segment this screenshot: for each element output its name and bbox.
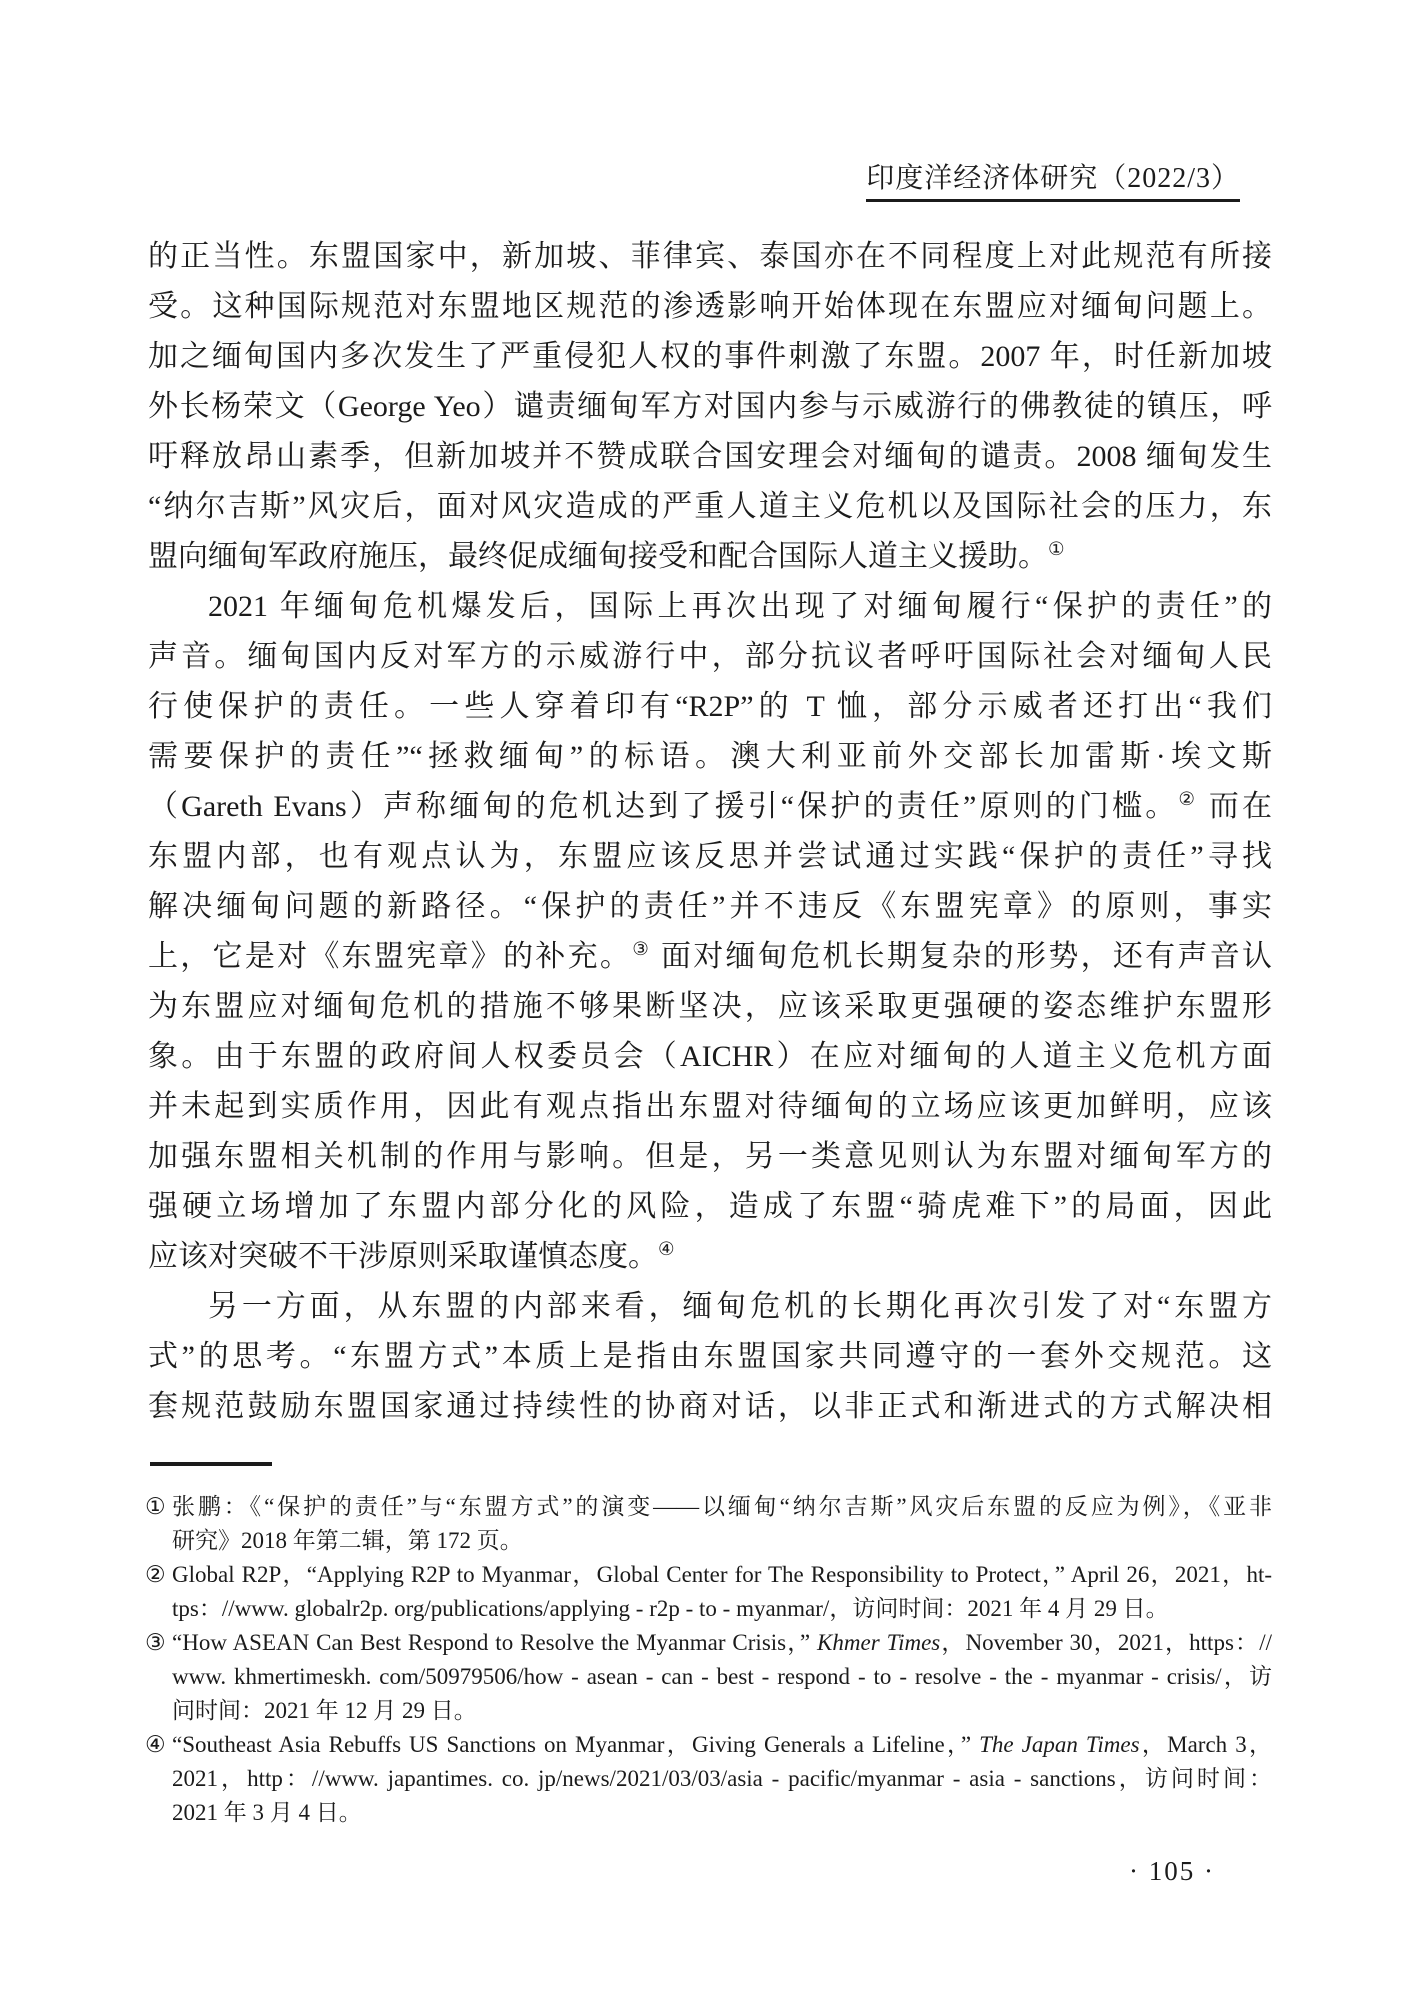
body-text-line: 另一方面，从东盟的内部来看，缅甸危机的长期化再次引发了对“东盟方 — [208, 1290, 1272, 1323]
body-text-line: 的正当性。东盟国家中，新加坡、菲律宾、泰国亦在不同程度上对此规范有所接 — [148, 240, 1272, 273]
body-text-line: 应该对突破不干涉原则采取谨慎态度。④ — [148, 1239, 675, 1273]
body-text-line: “纳尔吉斯”风灾后，面对风灾造成的严重人道主义危机以及国际社会的压力，东 — [148, 490, 1272, 523]
footnote-text-line: 2021，http：//www. japantimes. co. jp/news/2021/03/03/asia - pacific/myanmar - asia - sanctions，访问时间： — [172, 1766, 1272, 1791]
journal-header — [148, 156, 1240, 196]
footnote-separator — [150, 1462, 272, 1466]
footnote-ref: ④ — [658, 1239, 675, 1260]
body-text-line: 声音。缅甸国内反对军方的示威游行中，部分抗议者呼吁国际社会对缅甸人民 — [148, 640, 1272, 673]
body-text-line: 加强东盟相关机制的作用与影响。但是，另一类意见则认为东盟对缅甸军方的 — [148, 1140, 1272, 1173]
footnote-text-line: Global R2P，“Applying R2P to Myanmar，Global Center for The Responsibility to Protect，” April 26，2021，ht- — [172, 1562, 1272, 1587]
body-text-line: 上，它是对《东盟宪章》的补充。③ 面对缅甸危机长期复杂的形势，还有声音认 — [148, 939, 1272, 973]
footnote-item — [145, 1626, 1272, 1728]
article-body — [148, 232, 1272, 1432]
body-text-line: 盟向缅甸军政府施压，最终促成缅甸接受和配合国际人道主义援助。① — [148, 539, 1065, 573]
footnote-text-line: 张鹏：《“保护的责任”与“东盟方式”的演变——以缅甸“纳尔吉斯”风灾后东盟的反应为例》，《亚非 — [172, 1494, 1272, 1519]
page-number: · 105 · — [1129, 1856, 1215, 1886]
footnote-item — [145, 1728, 1272, 1830]
body-text-line: 象。由于东盟的政府间人权委员会（AICHR）在应对缅甸的人道主义危机方面 — [148, 1040, 1272, 1073]
running-title: 印度洋经济体研究（2022/3） — [866, 163, 1240, 202]
body-text-line: （Gareth Evans）声称缅甸的危机达到了援引“保护的责任”原则的门槛。② 而在 — [148, 789, 1272, 823]
body-text-line: 吁释放昂山素季，但新加坡并不赞成联合国安理会对缅甸的谴责。2008 缅甸发生 — [148, 440, 1272, 473]
body-text-line: 为东盟应对缅甸危机的措施不够果断坚决，应该采取更强硬的姿态维护东盟形 — [148, 990, 1272, 1023]
body-text-line: 并未起到实质作用，因此有观点指出东盟对待缅甸的立场应该更加鲜明，应该 — [148, 1090, 1272, 1123]
footnote-text-line: 2021 年 3 月 4 日。 — [172, 1800, 362, 1825]
footnote-ref: ① — [1048, 539, 1065, 560]
body-text-line: 式”的思考。“东盟方式”本质上是指由东盟国家共同遵守的一套外交规范。这 — [148, 1340, 1272, 1373]
body-text-line: 2021 年缅甸危机爆发后，国际上再次出现了对缅甸履行“保护的责任”的 — [208, 590, 1272, 623]
footnote-marker: ① — [145, 1494, 166, 1519]
body-text-line: 外长杨荣文（George Yeo）谴责缅甸军方对国内参与示威游行的佛教徒的镇压，呼 — [148, 390, 1272, 423]
body-text-line: 行使保护的责任。一些人穿着印有“R2P”的 T 恤，部分示威者还打出“我们 — [148, 690, 1272, 723]
footnote-text-line: “How ASEAN Can Best Respond to Resolve the Myanmar Crisis，” Khmer Times，November 30，2021，https：// — [172, 1630, 1272, 1655]
footnote-item — [145, 1558, 1272, 1626]
footnote-marker: ④ — [145, 1732, 166, 1757]
footnote-text-line: www. khmertimeskh. com/50979506/how - asean - can - best - respond - to - resolve - the - myanmar - crisis/，访 — [172, 1664, 1272, 1689]
body-text-line: 受。这种国际规范对东盟地区规范的渗透影响开始体现在东盟应对缅甸问题上。 — [148, 290, 1272, 323]
body-text-line: 需要保护的责任”“拯救缅甸”的标语。澳大利亚前外交部长加雷斯·埃文斯 — [148, 740, 1272, 773]
footnote-text-line: “Southeast Asia Rebuffs US Sanctions on Myanmar，Giving Generals a Lifeline，” The Japan Times，March 3， — [172, 1732, 1272, 1757]
footnote-item — [145, 1490, 1272, 1558]
footnote-ref: ③ — [632, 939, 652, 960]
footnote-marker: ② — [145, 1562, 166, 1587]
footnote-text-line: tps：//www. globalr2p. org/publications/applying - r2p - to - myanmar/，访问时间：2021 年 4 月 29 日。 — [172, 1596, 1169, 1621]
body-text-line: 东盟内部，也有观点认为，东盟应该反思并尝试通过实践“保护的责任”寻找 — [148, 840, 1272, 873]
footnote-text-line: 研究》2018 年第二辑，第 172 页。 — [172, 1528, 523, 1553]
footnotes — [145, 1490, 1272, 1830]
body-text-line: 强硬立场增加了东盟内部分化的风险，造成了东盟“骑虎难下”的局面，因此 — [148, 1190, 1272, 1223]
footnote-marker: ③ — [145, 1630, 166, 1655]
footnote-text-line: 问时间：2021 年 12 月 29 日。 — [172, 1698, 477, 1723]
body-text-line: 套规范鼓励东盟国家通过持续性的协商对话，以非正式和渐进式的方式解决相 — [148, 1390, 1272, 1423]
footnote-ref: ② — [1178, 789, 1199, 810]
body-text-line: 解决缅甸问题的新路径。“保护的责任”并不违反《东盟宪章》的原则，事实 — [148, 890, 1272, 923]
body-text-line: 加之缅甸国内多次发生了严重侵犯人权的事件刺激了东盟。2007 年，时任新加坡 — [148, 340, 1272, 373]
